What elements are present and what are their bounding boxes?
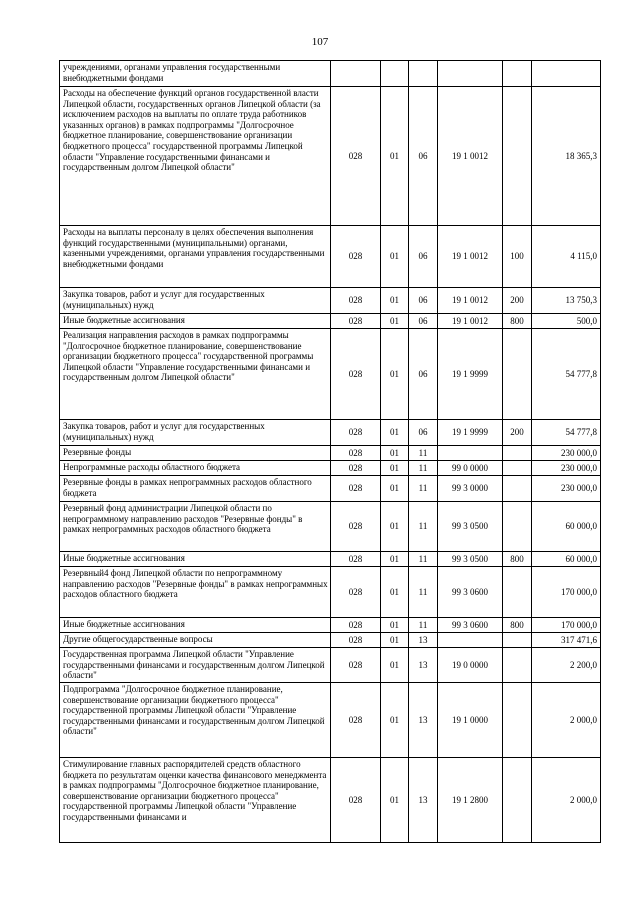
cell-vr bbox=[503, 446, 532, 461]
cell-pr: 11 bbox=[409, 618, 438, 633]
cell-rz: 01 bbox=[381, 758, 409, 843]
table-row bbox=[60, 476, 601, 502]
cell-rz: 01 bbox=[381, 288, 409, 314]
cell-name: Иные бюджетные ассигнования bbox=[60, 552, 331, 567]
cell-csr: 99 0 0000 bbox=[438, 461, 503, 476]
cell-name: Резервные фонды bbox=[60, 446, 331, 461]
cell-name: Закупка товаров, работ и услуг для государственных (муниципальных) нужд bbox=[60, 420, 331, 446]
cell-sum: 54 777,8 bbox=[532, 329, 601, 420]
cell-ved: 028 bbox=[331, 461, 381, 476]
cell-name: Другие общегосударственные вопросы bbox=[60, 633, 331, 648]
cell-ved bbox=[331, 61, 381, 87]
cell-csr: 99 3 0500 bbox=[438, 502, 503, 552]
cell-csr: 19 1 0012 bbox=[438, 288, 503, 314]
cell-pr: 11 bbox=[409, 461, 438, 476]
cell-name: Стимулирование главных распорядителей средств областного бюджета по результатам оценки качества финансового менеджмента в рамках подпрограммы "Долгосрочное бюджетное планирование, совершенствование организации бюджетного процесса" государственной программы Липецкой области "Управление государственными финансами и bbox=[60, 758, 331, 843]
cell-pr bbox=[409, 61, 438, 87]
cell-pr: 06 bbox=[409, 329, 438, 420]
cell-sum: 18 365,3 bbox=[532, 87, 601, 226]
table-row bbox=[60, 61, 601, 87]
cell-vr: 200 bbox=[503, 288, 532, 314]
cell-rz: 01 bbox=[381, 633, 409, 648]
cell-rz bbox=[381, 61, 409, 87]
cell-rz: 01 bbox=[381, 226, 409, 288]
cell-pr: 06 bbox=[409, 288, 438, 314]
cell-sum: 230 000,0 bbox=[532, 446, 601, 461]
cell-sum bbox=[532, 61, 601, 87]
cell-vr: 800 bbox=[503, 618, 532, 633]
table-row bbox=[60, 683, 601, 758]
table-row bbox=[60, 329, 601, 420]
table-row bbox=[60, 648, 601, 683]
cell-name: Резервные фонды в рамках непрограммных расходов областного бюджета bbox=[60, 476, 331, 502]
cell-csr: 19 1 0012 bbox=[438, 226, 503, 288]
cell-rz: 01 bbox=[381, 567, 409, 618]
cell-rz: 01 bbox=[381, 446, 409, 461]
cell-pr: 06 bbox=[409, 314, 438, 329]
cell-ved: 028 bbox=[331, 502, 381, 552]
cell-csr: 19 1 9999 bbox=[438, 420, 503, 446]
cell-name: Закупка товаров, работ и услуг для государственных (муниципальных) нужд bbox=[60, 288, 331, 314]
cell-vr bbox=[503, 61, 532, 87]
cell-sum: 230 000,0 bbox=[532, 461, 601, 476]
cell-rz: 01 bbox=[381, 552, 409, 567]
cell-pr: 11 bbox=[409, 567, 438, 618]
cell-vr: 200 bbox=[503, 420, 532, 446]
cell-name: Расходы на обеспечение функций органов государственной власти Липецкой области, государственных органов Липецкой области (за исключением расходов на выплаты по оплате труда работников указанных органов) в рамках подпрограммы "Долгосрочное бюджетное планирование, совершенствование организации бюджетного процесса" государственной программы Липецкой области "Управление государственными финансами и государственным долгом Липецкой области" bbox=[60, 87, 331, 226]
table-row bbox=[60, 618, 601, 633]
cell-csr bbox=[438, 446, 503, 461]
cell-ved: 028 bbox=[331, 618, 381, 633]
cell-pr: 11 bbox=[409, 552, 438, 567]
cell-csr: 19 1 9999 bbox=[438, 329, 503, 420]
table-row bbox=[60, 314, 601, 329]
cell-csr: 99 3 0600 bbox=[438, 567, 503, 618]
table-row bbox=[60, 461, 601, 476]
cell-ved: 028 bbox=[331, 420, 381, 446]
cell-pr: 11 bbox=[409, 446, 438, 461]
cell-sum: 60 000,0 bbox=[532, 552, 601, 567]
cell-vr bbox=[503, 758, 532, 843]
cell-name: Реализация направления расходов в рамках подпрограммы "Долгосрочное бюджетное планирование, совершенствование организации бюджетного процесса" государственной программы Липецкой области "Управление государственными финансами и государственным долгом Липецкой области" bbox=[60, 329, 331, 420]
cell-vr bbox=[503, 329, 532, 420]
cell-sum: 4 115,0 bbox=[532, 226, 601, 288]
cell-csr: 19 1 0012 bbox=[438, 314, 503, 329]
cell-ved: 028 bbox=[331, 567, 381, 618]
cell-sum: 13 750,3 bbox=[532, 288, 601, 314]
cell-sum: 170 000,0 bbox=[532, 567, 601, 618]
table-row bbox=[60, 567, 601, 618]
cell-vr: 800 bbox=[503, 314, 532, 329]
table-row bbox=[60, 226, 601, 288]
table-row bbox=[60, 502, 601, 552]
cell-pr: 06 bbox=[409, 87, 438, 226]
cell-rz: 01 bbox=[381, 618, 409, 633]
cell-vr bbox=[503, 567, 532, 618]
cell-ved: 028 bbox=[331, 446, 381, 461]
cell-name: Непрограммные расходы областного бюджета bbox=[60, 461, 331, 476]
table-row bbox=[60, 87, 601, 226]
cell-csr: 99 3 0500 bbox=[438, 552, 503, 567]
cell-pr: 13 bbox=[409, 758, 438, 843]
cell-vr bbox=[503, 87, 532, 226]
table-row bbox=[60, 288, 601, 314]
table-row bbox=[60, 420, 601, 446]
cell-rz: 01 bbox=[381, 329, 409, 420]
cell-ved: 028 bbox=[331, 683, 381, 758]
cell-name: Резервный фонд администрации Липецкой области по непрограммному направлению расходов "Резервные фонды" в рамках непрограммных расходов областного бюджета bbox=[60, 502, 331, 552]
cell-csr bbox=[438, 61, 503, 87]
cell-rz: 01 bbox=[381, 648, 409, 683]
cell-ved: 028 bbox=[331, 314, 381, 329]
cell-sum: 170 000,0 bbox=[532, 618, 601, 633]
cell-name: Иные бюджетные ассигнования bbox=[60, 618, 331, 633]
table-row bbox=[60, 633, 601, 648]
cell-csr: 19 1 0000 bbox=[438, 683, 503, 758]
cell-pr: 11 bbox=[409, 476, 438, 502]
cell-pr: 13 bbox=[409, 648, 438, 683]
cell-rz: 01 bbox=[381, 87, 409, 226]
cell-csr: 19 1 2800 bbox=[438, 758, 503, 843]
cell-pr: 13 bbox=[409, 633, 438, 648]
cell-vr bbox=[503, 683, 532, 758]
cell-ved: 028 bbox=[331, 288, 381, 314]
cell-ved: 028 bbox=[331, 648, 381, 683]
cell-vr bbox=[503, 476, 532, 502]
cell-sum: 2 000,0 bbox=[532, 758, 601, 843]
cell-csr: 99 3 0600 bbox=[438, 618, 503, 633]
cell-vr bbox=[503, 648, 532, 683]
cell-vr: 800 bbox=[503, 552, 532, 567]
cell-sum: 2 200,0 bbox=[532, 648, 601, 683]
cell-ved: 028 bbox=[331, 552, 381, 567]
cell-ved: 028 bbox=[331, 758, 381, 843]
cell-vr bbox=[503, 461, 532, 476]
cell-rz: 01 bbox=[381, 476, 409, 502]
cell-csr bbox=[438, 633, 503, 648]
cell-name: Иные бюджетные ассигнования bbox=[60, 314, 331, 329]
cell-vr bbox=[503, 502, 532, 552]
cell-sum: 2 000,0 bbox=[532, 683, 601, 758]
cell-pr: 06 bbox=[409, 420, 438, 446]
cell-rz: 01 bbox=[381, 502, 409, 552]
budget-table bbox=[59, 60, 601, 843]
table-body bbox=[60, 61, 601, 843]
cell-sum: 230 000,0 bbox=[532, 476, 601, 502]
table-row bbox=[60, 446, 601, 461]
cell-sum: 500,0 bbox=[532, 314, 601, 329]
cell-vr: 100 bbox=[503, 226, 532, 288]
cell-csr: 19 1 0012 bbox=[438, 87, 503, 226]
cell-ved: 028 bbox=[331, 226, 381, 288]
cell-pr: 13 bbox=[409, 683, 438, 758]
cell-sum: 317 471,6 bbox=[532, 633, 601, 648]
cell-csr: 99 3 0000 bbox=[438, 476, 503, 502]
cell-sum: 54 777,8 bbox=[532, 420, 601, 446]
cell-ved: 028 bbox=[331, 329, 381, 420]
page-number: 107 bbox=[311, 36, 329, 48]
cell-rz: 01 bbox=[381, 314, 409, 329]
cell-ved: 028 bbox=[331, 476, 381, 502]
cell-pr: 11 bbox=[409, 502, 438, 552]
cell-name: Государственная программа Липецкой области "Управление государственными финансами и государственным долгом Липецкой области" bbox=[60, 648, 331, 683]
cell-sum: 60 000,0 bbox=[532, 502, 601, 552]
cell-name: Резервный4 фонд Липецкой области по непрограммному направлению расходов "Резервные фонды" в рамках непрограммных расходов областного бюджета bbox=[60, 567, 331, 618]
cell-vr bbox=[503, 633, 532, 648]
table-row bbox=[60, 552, 601, 567]
cell-name: Подпрограмма "Долгосрочное бюджетное планирование, совершенствование организации бюджетного процесса" государственной программы Липецкой области "Управление государственными финансами и государственным долгом Липецкой области" bbox=[60, 683, 331, 758]
cell-pr: 06 bbox=[409, 226, 438, 288]
cell-name: учреждениями, органами управления государственными внебюджетными фондами bbox=[60, 61, 331, 87]
cell-ved: 028 bbox=[331, 633, 381, 648]
cell-name: Расходы на выплаты персоналу в целях обеспечения выполнения функций государственными (муниципальными) органами, казенными учреждениями, органами управления государственными внебюджетными фондами bbox=[60, 226, 331, 288]
cell-ved: 028 bbox=[331, 87, 381, 226]
cell-csr: 19 0 0000 bbox=[438, 648, 503, 683]
cell-rz: 01 bbox=[381, 420, 409, 446]
cell-rz: 01 bbox=[381, 683, 409, 758]
table-row bbox=[60, 758, 601, 843]
cell-rz: 01 bbox=[381, 461, 409, 476]
